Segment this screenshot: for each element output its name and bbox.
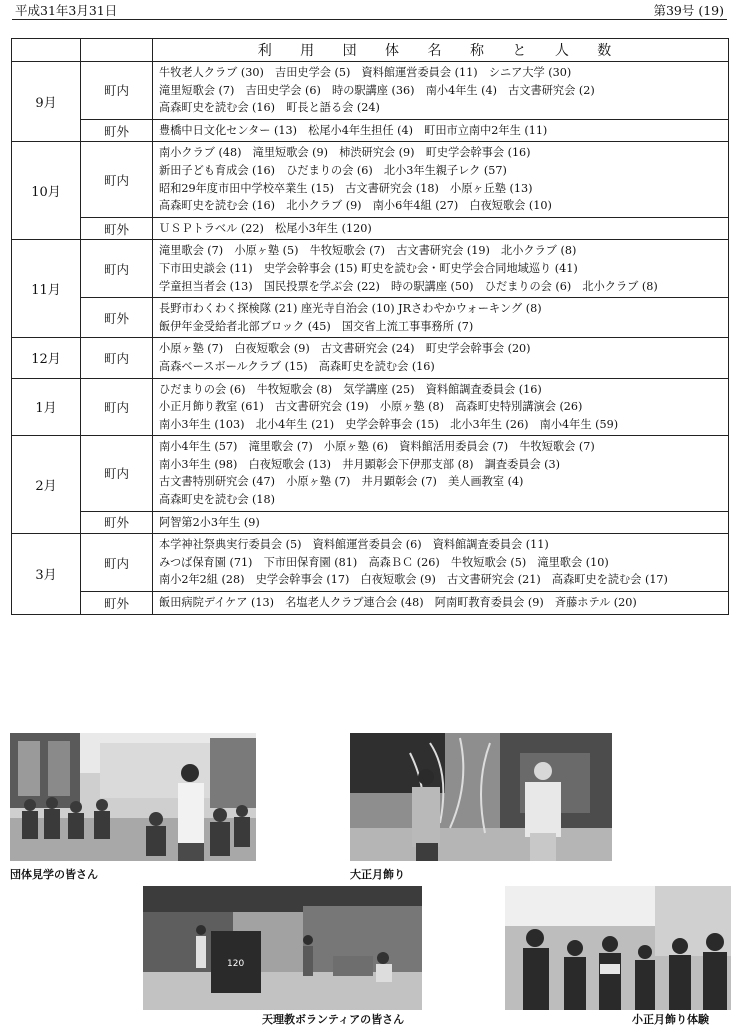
table-row [12, 240, 729, 298]
table-body [12, 62, 729, 615]
koshogatsu-image [505, 886, 731, 1010]
org-list-cell [153, 534, 729, 592]
table-row [12, 119, 729, 142]
org-list-cell [153, 119, 729, 142]
table-row [12, 436, 729, 511]
org-list-line: 南小3年生 (103) 北小4年生 (21) 史学会幹事会 (15) 北小3年生 (26) 南小4年生 (59) [159, 417, 619, 431]
org-list-line: ＵＳＰトラベル (22) 松尾小3年生 (120) [159, 221, 372, 235]
org-list-line: 高森町史を読む会 (18) [159, 493, 276, 507]
org-list-line: 南小クラブ (48) 滝里短歌会 (9) 柿渋研究会 (9) 町史学会幹事会 (16) [159, 146, 531, 160]
tenrikyo-photo [143, 886, 422, 1010]
area-label: 町内 [81, 338, 153, 378]
org-list-line: 本学神社祭典実行委員会 (5) 資料館運営委員会 (6) 資料館調査委員会 (11) [159, 538, 549, 552]
org-list-line: 古文書特別研究会 (47) 小原ヶ塾 (7) 井月顕彰会 (7) 美人画教室 (4) [159, 475, 524, 489]
table-row [12, 511, 729, 534]
org-list-cell [153, 62, 729, 120]
table-row [12, 217, 729, 240]
month-label: 10月 [12, 142, 81, 240]
org-list-line: 昭和29年度市田中学校卒業生 (15) 古文書研究会 (18) 小原ヶ丘塾 (13) [159, 181, 533, 195]
tenrikyo-caption: 天理教ボランティアの皆さん [262, 1013, 405, 1026]
tenrikyo-image [143, 886, 422, 1010]
org-list-line: 飯伊年金受給者北部ブロック (45) 国交省上流工事事務所 (7) [159, 319, 474, 333]
org-list-line: 下市田史談会 (11) 史学会幹事会 (15) 町史を読む会・町史学会合同地域巡り (41) [159, 261, 578, 275]
org-list-cell [153, 378, 729, 436]
org-list-line: 高森ベースボールクラブ (15) 高森町史を読む会 (16) [159, 359, 435, 373]
org-list-line: 南小3年生 (98) 白夜短歌会 (13) 井月顕彰会下伊那支部 (8) 調査委員会 (3) [159, 457, 561, 471]
org-list-line: 飯田病院デイケア (13) 名塩老人クラブ連合会 (48) 阿南町教育委員会 (9) 斉藤ホテル (20) [159, 596, 637, 610]
org-list-line: 高森町史を読む会 (16) 町長と語る会 (24) [159, 101, 380, 115]
area-label: 町内 [81, 436, 153, 511]
area-label: 町内 [81, 534, 153, 592]
new-year-decor-image [350, 733, 612, 861]
org-list-line: 南小2年2組 (28) 史学会幹事会 (17) 白夜短歌会 (9) 古文書研究会 (21) 高森町史を読む会 (17) [159, 573, 668, 587]
org-list-line: みつば保育園 (71) 下市田保育園 (81) 高森ＢＣ (26) 牛牧短歌会 (5) 滝里歌会 (10) [159, 555, 609, 569]
area-label: 町内 [81, 378, 153, 436]
area-label: 町外 [81, 511, 153, 534]
org-list-line: 学童担当者会 (13) 国民投票を学ぶ会 (22) 時の駅講座 (50) ひだまりの会 (6) 北小クラブ (8) [159, 279, 658, 293]
month-label: 3月 [12, 534, 81, 614]
month-label: 11月 [12, 240, 81, 338]
group-tour-caption: 団体見学の皆さん [10, 868, 98, 881]
org-list-line: 豊橋中日文化センター (13) 松尾小4年生担任 (4) 町田市立南中2年生 (11) [159, 123, 548, 137]
table-row [12, 298, 729, 338]
area-label: 町外 [81, 119, 153, 142]
new-year-decor-photo [350, 733, 612, 861]
org-list-cell [153, 338, 729, 378]
org-list-line: 小原ヶ塾 (7) 白夜短歌会 (9) 古文書研究会 (24) 町史学会幹事会 (20) [159, 342, 531, 356]
org-list-line: 滝里歌会 (7) 小原ヶ塾 (5) 牛牧短歌会 (7) 古文書研究会 (19) 北小クラブ (8) [159, 244, 577, 258]
new-year-decor-caption: 大正月飾り [350, 868, 405, 881]
group-tour-image [10, 733, 256, 861]
org-list-cell [153, 298, 729, 338]
month-label: 12月 [12, 338, 81, 378]
usage-table [11, 38, 729, 615]
table-row [12, 142, 729, 217]
table-row [12, 62, 729, 120]
table-row [12, 338, 729, 378]
table-row [12, 534, 729, 592]
org-list-line: 高森町史を読む会 (16) 北小クラブ (9) 南小6年4組 (27) 白夜短歌会 (10) [159, 199, 552, 213]
org-list-line: ひだまりの会 (6) 牛牧短歌会 (8) 気学講座 (25) 資料館調査委員会 (16) [159, 382, 542, 396]
org-list-line: 滝里短歌会 (7) 吉田史学会 (6) 時の駅講座 (36) 南小4年生 (4) 古文書研究会 (2) [159, 83, 595, 97]
org-list-cell [153, 511, 729, 534]
month-label: 2月 [12, 436, 81, 534]
tenrikyo-sign-number: 120 [227, 959, 245, 969]
org-list-cell [153, 217, 729, 240]
koshogatsu-caption: 小正月飾り体験 [632, 1013, 709, 1026]
org-list-line: 長野市わくわく探検隊 (21) 座光寺自治会 (10) JRさわやかウォーキング (8) [159, 302, 542, 316]
table-header-row [12, 39, 729, 62]
month-label: 1月 [12, 378, 81, 436]
area-label: 町外 [81, 592, 153, 615]
org-list-line: 南小4年生 (57) 滝里歌会 (7) 小原ヶ塾 (6) 資料館活用委員会 (7) 牛牧短歌会 (7) [159, 440, 595, 454]
area-label: 町外 [81, 217, 153, 240]
org-list-line: 新田子ども育成会 (16) ひだまりの会 (6) 北小3年生親子レク (57) [159, 163, 507, 177]
area-label: 町内 [81, 142, 153, 217]
table-row [12, 378, 729, 436]
table-row [12, 592, 729, 615]
group-tour-photo [10, 733, 256, 861]
org-list-line: 小正月飾り教室 (61) 古文書研究会 (19) 小原ヶ塾 (8) 高森町史特別講演会 (26) [159, 400, 583, 414]
header-issue: 第39号 (19) [653, 3, 724, 18]
table-title: 利 用 団 体 名 称 と 人 数 [153, 39, 729, 62]
header-date: 平成31年3月31日 [15, 3, 118, 18]
org-list-cell [153, 142, 729, 217]
area-label: 町内 [81, 240, 153, 298]
header-divider [12, 19, 727, 20]
org-list-cell [153, 240, 729, 298]
org-list-line: 牛牧老人クラブ (30) 吉田史学会 (5) 資料館運営委員会 (11) シニア大学 (30) [159, 66, 572, 79]
month-label: 9月 [12, 62, 81, 142]
org-list-line: 阿智第2小3年生 (9) [159, 515, 260, 529]
area-label: 町外 [81, 298, 153, 338]
org-list-cell [153, 592, 729, 615]
area-label: 町内 [81, 62, 153, 120]
org-list-cell [153, 436, 729, 511]
koshogatsu-photo [505, 886, 731, 1010]
